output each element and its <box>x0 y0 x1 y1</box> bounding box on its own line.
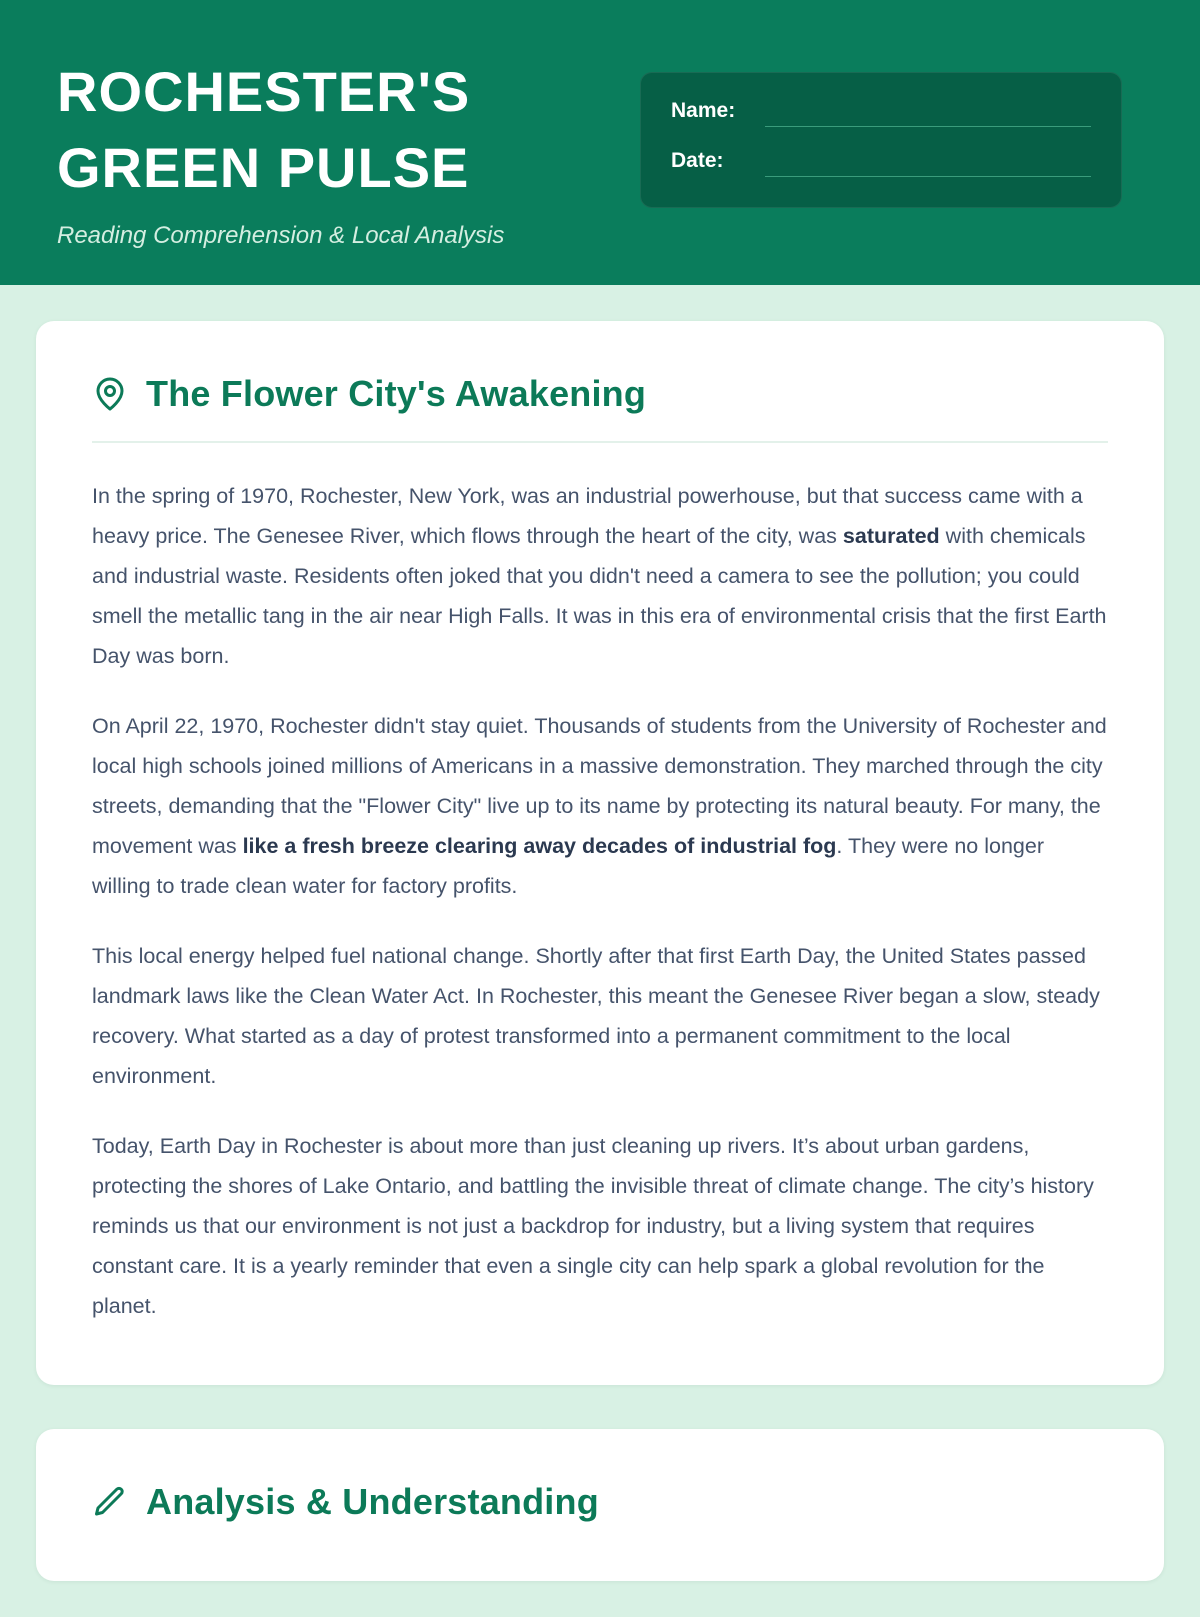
analysis-section-head <box>92 1481 1108 1523</box>
name-input-line[interactable] <box>765 101 1091 127</box>
passage-paragraph-2 <box>92 707 1108 907</box>
section-divider <box>92 441 1108 443</box>
passage-paragraph-4 <box>92 1127 1108 1327</box>
paragraph-bold-text: like a fresh breeze clearing away decades of industrial fog <box>242 833 837 858</box>
reading-passage-card <box>36 321 1164 1385</box>
analysis-card <box>36 1429 1164 1581</box>
passage-paragraph-1 <box>92 477 1108 677</box>
name-label: Name: <box>671 99 736 122</box>
paragraph-text: with chemicals and industrial waste. Residents often joked that you didn't need a camera to see the pollution; you could smell the metallic tang in the air near High Falls. It was in this era of environmental crisis that the first Earth Day was born. <box>92 523 1107 668</box>
passage-section-head <box>92 373 1108 415</box>
date-input-line[interactable] <box>765 151 1091 177</box>
analysis-title: Analysis & Understanding <box>146 1480 599 1522</box>
map-pin-icon <box>92 376 128 412</box>
page-title-line1: ROCHESTER'S <box>57 60 471 123</box>
page-subtitle: Reading Comprehension & Local Analysis <box>57 222 505 250</box>
date-label: Date: <box>671 149 724 172</box>
paragraph-text: Today, Earth Day in Rochester is about more than just cleaning up rivers. It’s about urban gardens, protecting the shores of Lake Ontario, and battling the invisible threat of climate change. The city’s history reminds us that our environment is not just a backdrop for industry, but a living system that requires constant care. It is a yearly reminder that even a single city can help spark a global revolution for the planet. <box>92 1133 1094 1318</box>
page-content <box>0 285 1200 1617</box>
name-date-box <box>640 72 1122 208</box>
paragraph-bold-text: saturated <box>842 523 940 548</box>
name-row <box>671 99 1091 127</box>
paragraph-text: . They were no longer willing to trade clean water for factory profits. <box>92 833 1044 898</box>
passage-title: The Flower City's Awakening <box>146 373 647 414</box>
paragraph-text: In the spring of 1970, Rochester, New York, was an industrial powerhouse, but that success came with a heavy price. The Genesee River, which flows through the heart of the city, was <box>92 484 1083 548</box>
page-header <box>0 0 1200 285</box>
pencil-icon <box>92 1484 128 1520</box>
page-title-line2: GREEN PULSE <box>57 136 470 200</box>
passage-paragraph-3 <box>92 937 1108 1097</box>
paragraph-text: This local energy helped fuel national change. Shortly after that first Earth Day, the United States passed landmark laws like the Clean Water Act. In Rochester, this meant the Genesee River began a slow, steady recovery. What started as a day of protest transformed into a permanent commitment to the local environment. <box>92 943 1100 1088</box>
date-row <box>671 149 1091 177</box>
paragraph-text: On April 22, 1970, Rochester didn't stay quiet. Thousands of students from the University of Rochester and local high schools joined millions of Americans in a massive demonstration. They marched through the city streets, demanding that the "Flower City" live up to its name by protecting its natural beauty. For many, the movement was <box>92 713 1107 858</box>
